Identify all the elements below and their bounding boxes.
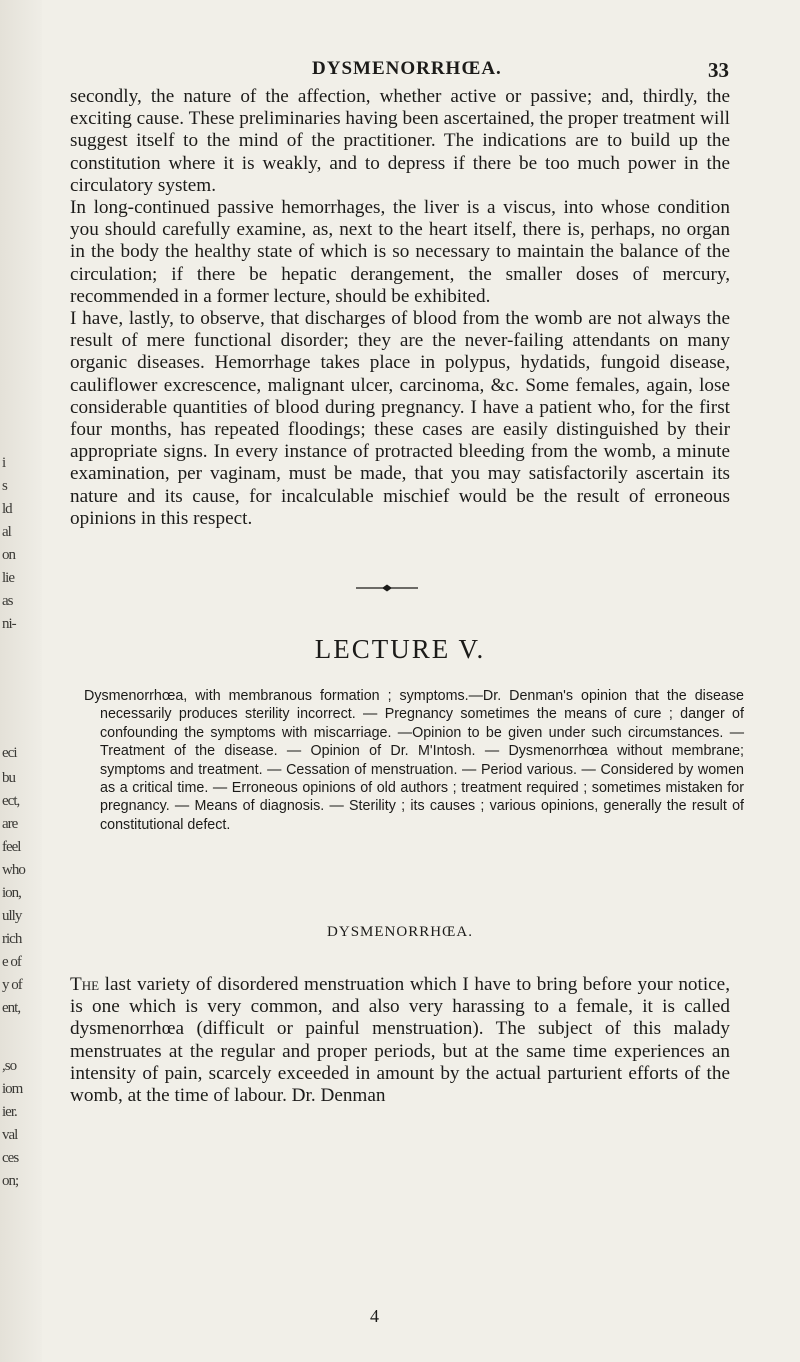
gutter-fragment: are [2, 816, 18, 832]
gutter-fragment: eci [2, 745, 17, 761]
gutter-fragment: feel [2, 839, 21, 855]
facing-page-gutter [0, 0, 42, 1362]
gutter-fragment: ion, [2, 885, 21, 901]
section-subheading: DYSMENORRHŒA. [327, 924, 473, 940]
gutter-fragment: i [2, 455, 6, 471]
gutter-fragment: as [2, 593, 13, 609]
gutter-fragment: ent, [2, 1000, 21, 1016]
gutter-fragment: ld [2, 501, 12, 517]
gutter-fragment: iom [2, 1081, 23, 1097]
body-text [70, 86, 730, 530]
running-title: DYSMENORRHŒA. [312, 58, 502, 79]
gutter-fragment: rich [2, 931, 22, 947]
gutter-fragment: on [2, 547, 15, 563]
final-paragraph-block [70, 974, 730, 1107]
paragraph [70, 974, 730, 1107]
gutter-fragment: lie [2, 570, 14, 586]
signature-mark: 4 [370, 1306, 379, 1326]
gutter-fragment: ni- [2, 616, 16, 632]
paragraph: In long-continued passive hemorrhages, the liver is a viscus, into whose condition you should carefully examine, as, next to the heart itself, there is, perhaps, no organ in the body the healthy state of which is so necessary to maintain the balance of the circulation; if there be hepatic derangement, the smaller doses of mercury, recommended in a former lecture, should be exhibited. [70, 197, 730, 307]
gutter-fragment: e of [2, 954, 21, 970]
gutter-fragment: y of [2, 977, 22, 993]
gutter-fragment: on; [2, 1173, 19, 1189]
page-number: 33 [708, 58, 729, 82]
gutter-fragment: ully [2, 908, 22, 924]
paragraph: secondly, the nature of the affection, whether active or passive; and, thirdly, the exciting cause. These preliminaries having been ascertained, the proper treatment will suggest itself to the mind of the practitioner. The indications are to build up the constitution where it is weakly, and to depress if there be too much power in the circulatory system. [70, 86, 730, 196]
gutter-fragment: bu [2, 770, 15, 786]
gutter-fragment: who [2, 862, 25, 878]
gutter-fragment: ,so [2, 1058, 17, 1074]
paragraph: I have, lastly, to observe, that discharges of blood from the womb are not always the result of mere functional disorder; they are the never-failing attendants on many organic diseases. Hemorrhage takes place in polypus, hydatids, fungoid disease, cauliflower excrescence, malignant ulcer, carcinoma, &c. Some females, again, lose considerable quantities of blood during pregnancy. I have a patient who, for the first four months, has repeated floodings; these cases are easily distinguished by their appropriate signs. In every instance of protracted bleeding from the womb, a minute examination, per vaginam, must be made, that you may satisfactorily ascertain its nature and its cause, for incalculable mischief would be the result of erroneous opinions in this respect. [70, 308, 730, 529]
gutter-fragment: ces [2, 1150, 19, 1166]
lead-word: The [70, 974, 100, 995]
gutter-fragment: val [2, 1127, 18, 1143]
gutter-fragment: ect, [2, 793, 20, 809]
gutter-fragment: al [2, 524, 11, 540]
gutter-fragment: s [2, 478, 7, 494]
gutter-fragment: ier. [2, 1104, 17, 1120]
lecture-heading: LECTURE V. [314, 634, 486, 664]
paragraph-text: last variety of disordered menstruation which I have to bring before your notice, is one which is very common, and also very harassing to a female, it is called dysmenorrhœa (difficult or painful menstruation). The subject of this malady menstruates at the regular and proper periods, but at the same time experiences an intensity of pain, scarcely exceeded in amount by the actual parturient efforts of the womb, at the time of labour. Dr. Denman [70, 974, 730, 1107]
lecture-synopsis: Dysmenorrhœa, with membranous formation ; symptoms.—Dr. Denman's opinion that the disease necessarily produces sterility incorrect. — Pregnancy sometimes the means of cure ; danger of confounding the symptoms with miscarriage. —Opinion to be given under such circumstances. —Treatment of the disease. — Opinion of Dr. M'Intosh. — Dysmenorrhœa without membrane; symptoms and treatment. — Cessation of menstruation. — Period various. — Considered by women as a critical time. — Erroneous opinions of old authors ; treatment required ; sometimes mistaken for pregnancy. — Means of diagnosis. — Sterility ; its causes ; various opinions, generally the result of constitutional defect. [84, 688, 744, 833]
section-divider [356, 583, 418, 593]
